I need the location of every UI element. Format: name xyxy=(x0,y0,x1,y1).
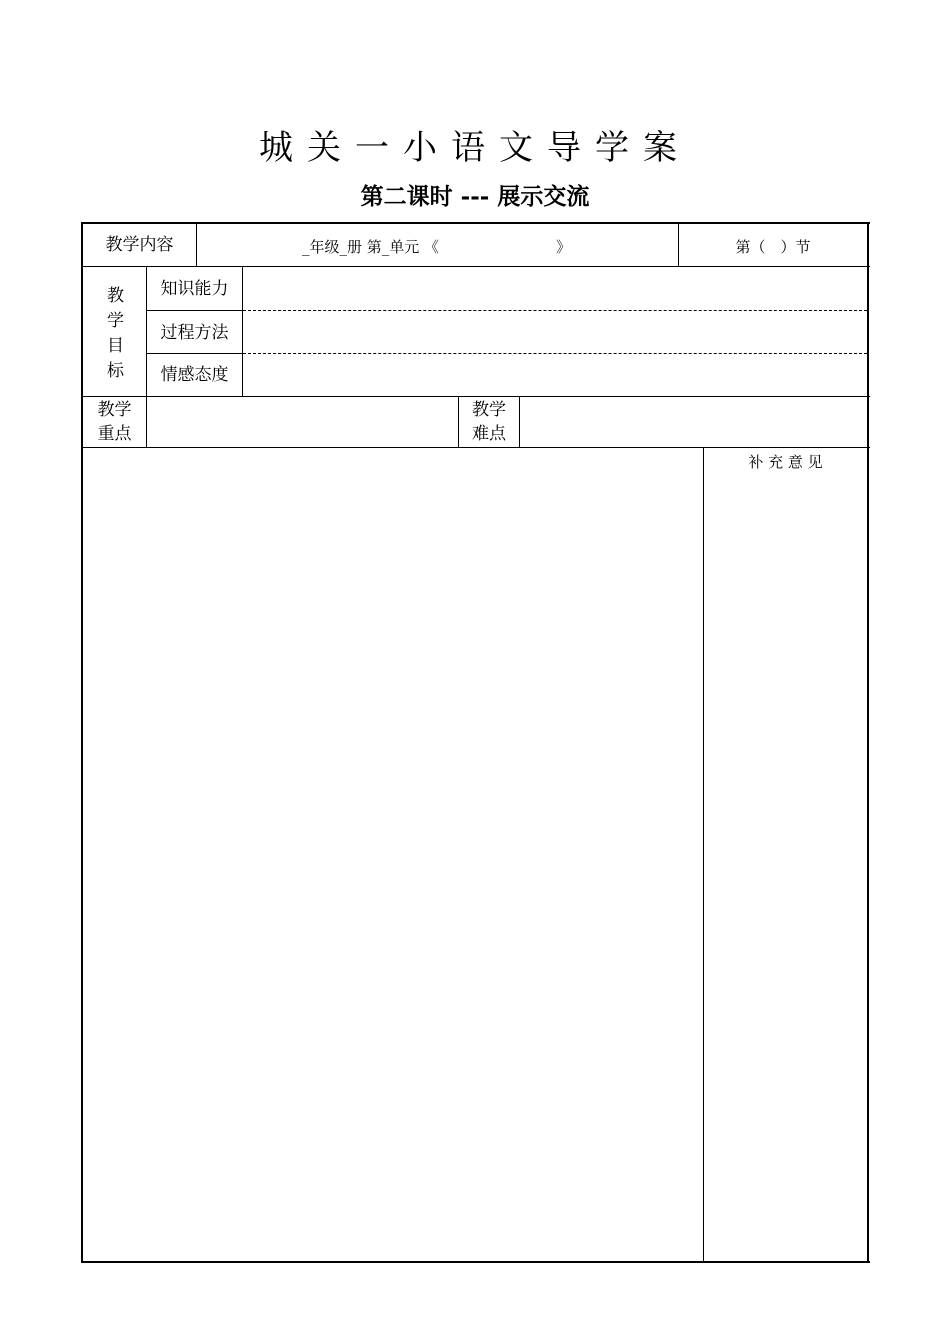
table-bottom-border xyxy=(81,1261,870,1263)
unit-field[interactable]: _年级_册 第_单元 《 xyxy=(302,238,440,256)
row-divider xyxy=(81,447,870,448)
goal-knowledge-label: 知识能力 xyxy=(160,279,229,299)
column-divider xyxy=(519,396,520,447)
key-point-label: 教学 xyxy=(97,400,132,420)
goal-dashed-line xyxy=(243,353,867,354)
goals-label-char: 目 xyxy=(107,336,124,356)
goals-label-char: 教 xyxy=(107,286,124,306)
table-right-border xyxy=(867,222,869,1263)
column-divider xyxy=(196,222,197,266)
key-point-label: 重点 xyxy=(97,424,132,444)
goal-divider xyxy=(146,353,243,354)
difficulty-label: 难点 xyxy=(472,424,506,444)
row-divider xyxy=(81,396,870,397)
column-divider xyxy=(703,447,704,1261)
goal-process-label: 过程方法 xyxy=(160,323,229,343)
goal-divider xyxy=(146,310,243,311)
supplement-label: 补 充 意 见 xyxy=(748,453,823,471)
page-subtitle: 第二课时 --- 展示交流 xyxy=(360,183,590,210)
goals-label-char: 学 xyxy=(107,311,124,331)
goal-emotion-label: 情感态度 xyxy=(160,365,229,385)
column-divider xyxy=(242,266,243,396)
difficulty-label: 教学 xyxy=(472,400,506,420)
goals-label-char: 标 xyxy=(107,361,124,381)
page-title: 城关一小语文导学案 xyxy=(259,128,691,168)
table-top-border xyxy=(81,222,870,224)
content-label: 教学内容 xyxy=(105,235,174,255)
goal-dashed-line xyxy=(243,310,867,311)
table-left-border xyxy=(81,222,83,1263)
row-divider xyxy=(81,266,870,267)
section-field[interactable]: 第（ ）节 xyxy=(735,238,811,256)
book-title-close: 》 xyxy=(556,238,572,256)
